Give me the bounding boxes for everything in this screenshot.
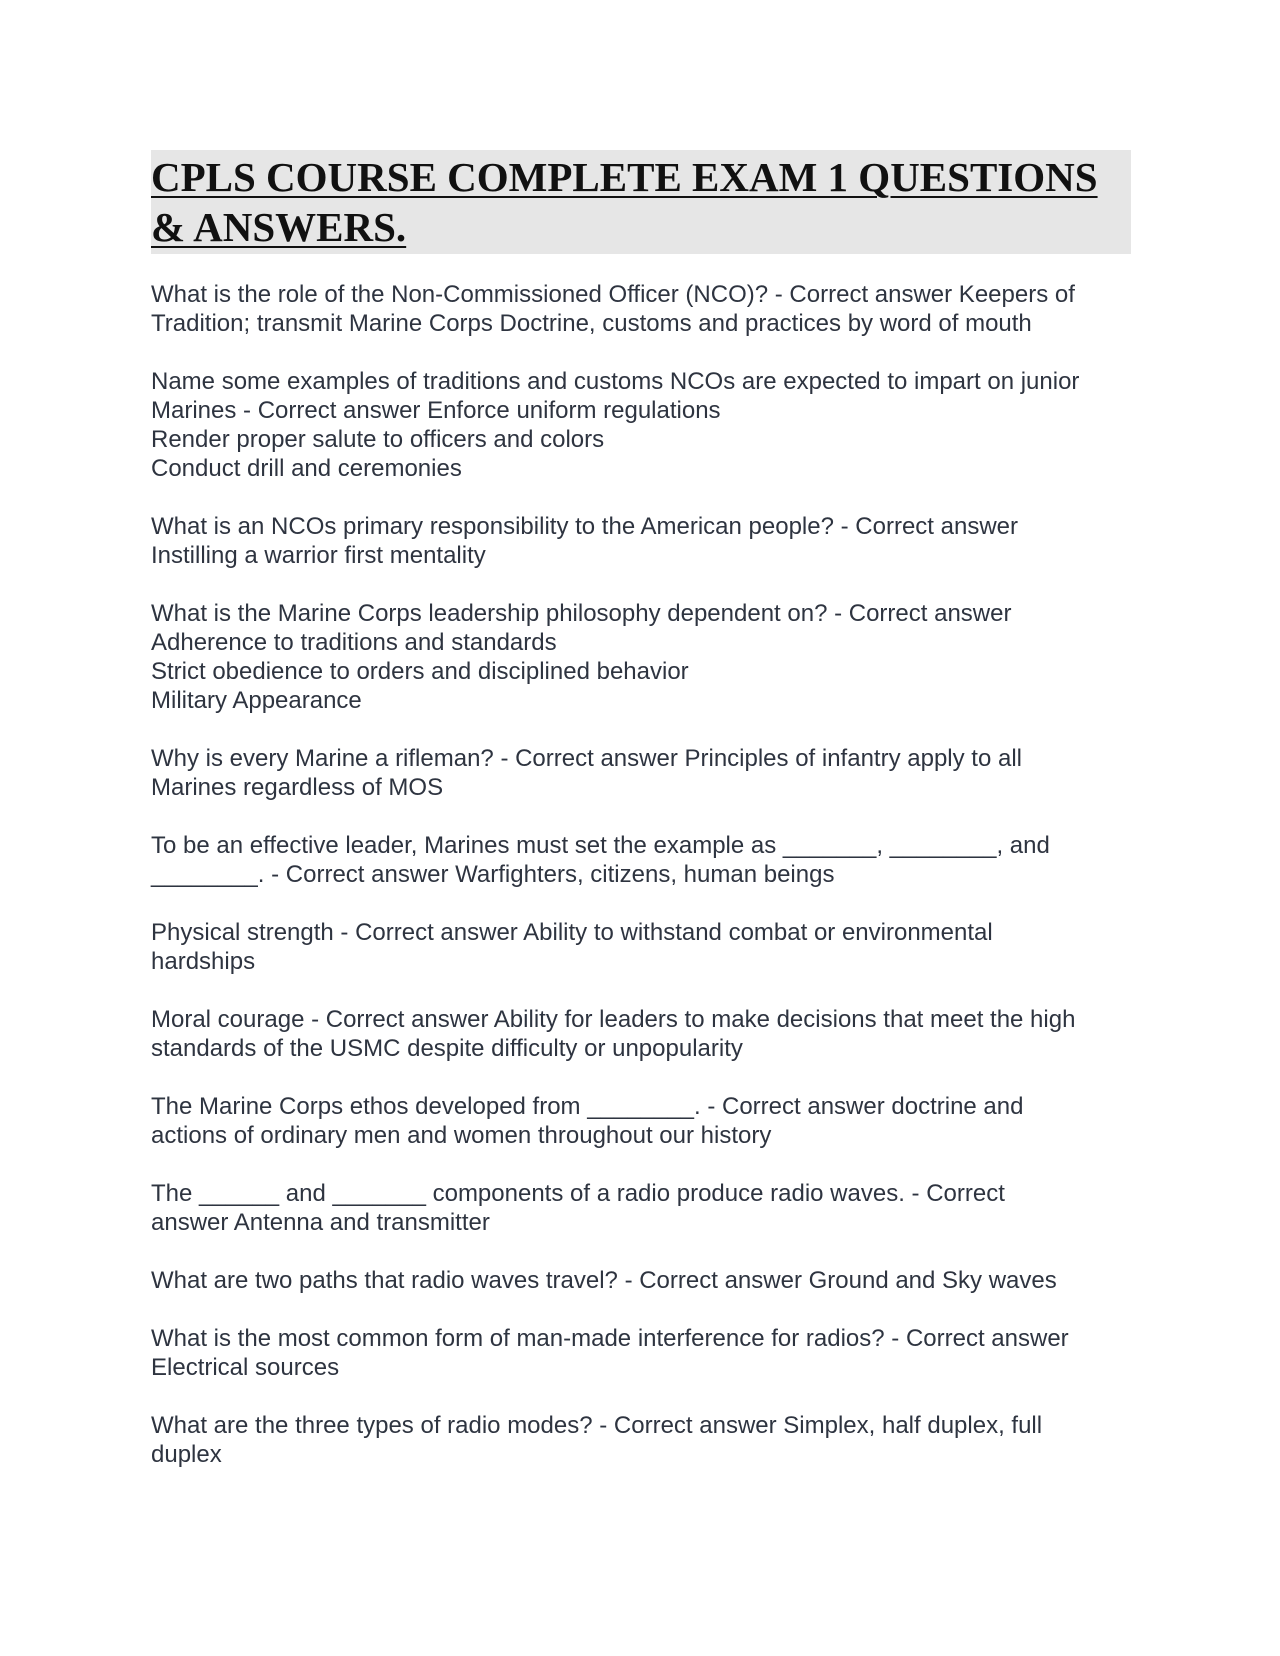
- qa-line: actions of ordinary men and women throughout our history: [151, 1122, 772, 1149]
- qa-line: Why is every Marine a rifleman? - Correct answer Principles of infantry apply to all: [151, 745, 1022, 772]
- title-line: CPLS COURSE COMPLETE EXAM 1 QUESTIONS: [151, 154, 1098, 200]
- qa-line: Marines regardless of MOS: [151, 774, 444, 801]
- qa-line: What are the three types of radio modes? - Correct answer Simplex, half duplex, full: [151, 1412, 1043, 1439]
- qa-entry: [151, 1411, 1131, 1469]
- qa-line: Electrical sources: [151, 1354, 340, 1381]
- qa-line: The Marine Corps ethos developed from ________. - Correct answer doctrine and: [151, 1093, 1024, 1120]
- qa-line: Military Appearance: [151, 687, 362, 714]
- qa-list: [151, 280, 1131, 1469]
- qa-line: What is the role of the Non-Commissioned Officer (NCO)? - Correct answer Keepers of: [151, 281, 1075, 308]
- qa-line: Conduct drill and ceremonies: [151, 455, 462, 482]
- qa-entry: [151, 280, 1131, 338]
- qa-entry: [151, 512, 1131, 570]
- qa-entry: [151, 599, 1131, 715]
- qa-line: standards of the USMC despite difficulty or unpopularity: [151, 1035, 743, 1062]
- qa-entry: [151, 1092, 1131, 1150]
- document-page: [151, 150, 1131, 1498]
- qa-line: Render proper salute to officers and colors: [151, 426, 605, 453]
- qa-line: What is the Marine Corps leadership philosophy dependent on? - Correct answer: [151, 600, 1012, 627]
- qa-entry: [151, 1324, 1131, 1382]
- qa-line: ________. - Correct answer Warfighters, citizens, human beings: [151, 861, 835, 888]
- qa-line: answer Antenna and transmitter: [151, 1209, 490, 1236]
- qa-line: Marines - Correct answer Enforce uniform regulations: [151, 397, 721, 424]
- qa-line: hardships: [151, 948, 256, 975]
- qa-line: duplex: [151, 1441, 222, 1468]
- qa-entry: [151, 1005, 1131, 1063]
- qa-line: Instilling a warrior first mentality: [151, 542, 486, 569]
- document-title: [151, 152, 1131, 252]
- title-block: [151, 150, 1131, 254]
- qa-line: To be an effective leader, Marines must set the example as _______, ________, and: [151, 832, 1050, 859]
- qa-entry: [151, 918, 1131, 976]
- qa-line: Strict obedience to orders and disciplined behavior: [151, 658, 689, 685]
- qa-line: Physical strength - Correct answer Ability to withstand combat or environmental: [151, 919, 993, 946]
- qa-line: Tradition; transmit Marine Corps Doctrine, customs and practices by word of mouth: [151, 310, 1032, 337]
- qa-line: What is an NCOs primary responsibility to the American people? - Correct answer: [151, 513, 1018, 540]
- title-line: & ANSWERS.: [151, 204, 407, 250]
- qa-entry: [151, 1179, 1131, 1237]
- qa-entry: [151, 744, 1131, 802]
- qa-line: Moral courage - Correct answer Ability for leaders to make decisions that meet the high: [151, 1006, 1076, 1033]
- qa-line: The ______ and _______ components of a radio produce radio waves. - Correct: [151, 1180, 1005, 1207]
- qa-line: Name some examples of traditions and customs NCOs are expected to impart on junior: [151, 368, 1080, 395]
- qa-line: What is the most common form of man-made interference for radios? - Correct answer: [151, 1325, 1069, 1352]
- qa-entry: [151, 1266, 1131, 1295]
- qa-line: Adherence to traditions and standards: [151, 629, 557, 656]
- qa-entry: [151, 831, 1131, 889]
- qa-line: What are two paths that radio waves travel? - Correct answer Ground and Sky waves: [151, 1267, 1057, 1294]
- qa-entry: [151, 367, 1131, 483]
